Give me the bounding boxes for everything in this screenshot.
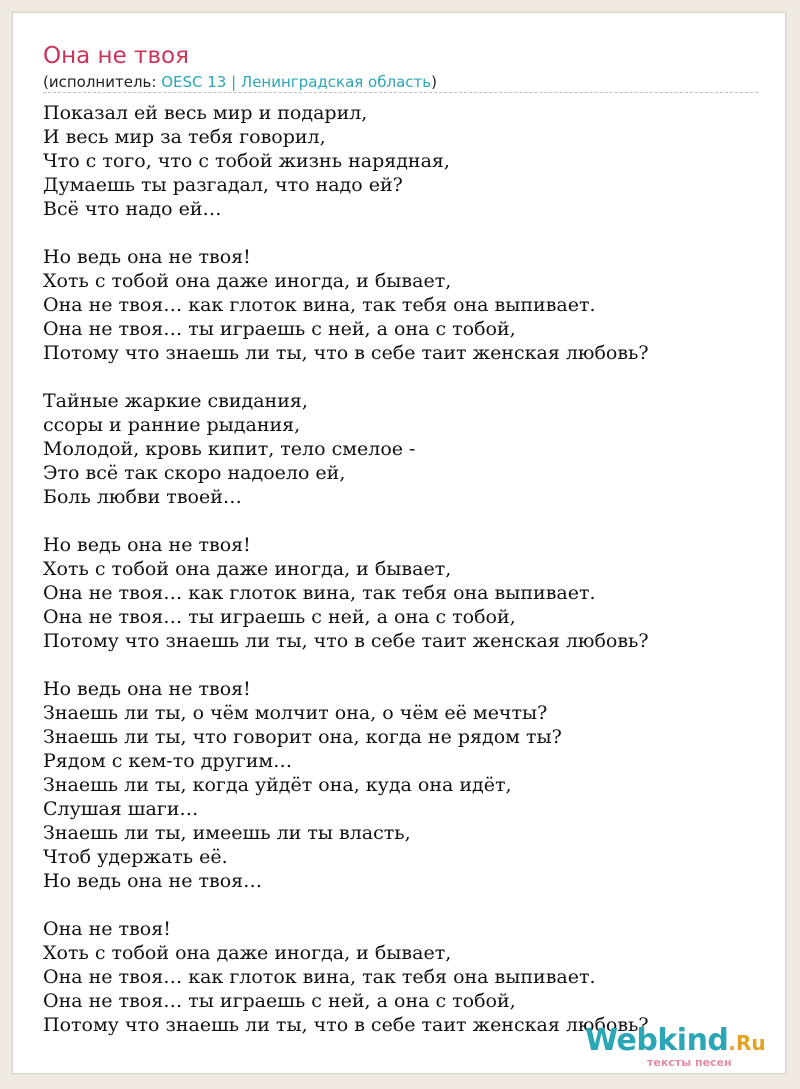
lyrics-line: И весь мир за тебя говорил, <box>43 126 326 148</box>
lyrics-stanza <box>43 245 763 365</box>
lyrics-line: Она не твоя… ты играешь с ней, а она с тобой, <box>43 318 516 340</box>
lyrics-stanza <box>43 389 763 509</box>
artist-prefix: (исполнитель: <box>43 73 162 91</box>
artist-link[interactable]: OESC 13 | Ленинградская область <box>161 73 432 91</box>
artist-suffix: ) <box>431 73 437 91</box>
lyrics-line: Потому что знаешь ли ты, что в себе таит женская любовь? <box>43 630 649 652</box>
lyrics-card <box>12 12 786 1074</box>
lyrics-line: Боль любви твоей… <box>43 486 242 508</box>
lyrics-line: Всё что надо ей… <box>43 198 222 220</box>
lyrics-line: Молодой, кровь кипит, тело смелое - <box>43 438 416 460</box>
lyrics-line: Но ведь она не твоя! <box>43 246 251 268</box>
artist-byline <box>43 72 437 92</box>
lyrics-line: Она не твоя… как глоток вина, так тебя она выпивает. <box>43 294 596 316</box>
lyrics-line: Она не твоя… ты играешь с ней, а она с тобой, <box>43 606 516 628</box>
site-logo[interactable] <box>585 1023 766 1069</box>
lyrics-line: Это всё так скоро надоело ей, <box>43 462 346 484</box>
logo-tagline: тексты песен <box>647 1056 732 1069</box>
lyrics-line: Она не твоя… как глоток вина, так тебя она выпивает. <box>43 582 596 604</box>
lyrics-stanza <box>43 917 763 1037</box>
lyrics-stanza <box>43 533 763 653</box>
lyrics-line: Что с того, что с тобой жизнь нарядная, <box>43 150 450 172</box>
lyrics-line: Хоть с тобой она даже иногда, и бывает, <box>43 558 452 580</box>
dashed-divider <box>43 92 758 93</box>
lyrics-line: ссоры и ранние рыдания, <box>43 414 301 436</box>
lyrics-line: Думаешь ты разгадал, что надо ей? <box>43 174 403 196</box>
logo-tld: .Ru <box>728 1031 766 1055</box>
lyrics-line: Тайные жаркие свидания, <box>43 390 308 412</box>
lyrics-line: Потому что знаешь ли ты, что в себе таит женская любовь? <box>43 342 649 364</box>
lyrics-line: Она не твоя… ты играешь с ней, а она с тобой, <box>43 990 516 1012</box>
lyrics-line: Но ведь она не твоя… <box>43 870 263 892</box>
lyrics-line: Чтоб удержать её. <box>43 846 228 868</box>
lyrics-line: Хоть с тобой она даже иногда, и бывает, <box>43 270 452 292</box>
lyrics-line: Знаешь ли ты, о чём молчит она, о чём её мечты? <box>43 702 548 724</box>
lyrics-line: Но ведь она не твоя! <box>43 678 251 700</box>
lyrics-line: Слушая шаги… <box>43 798 199 820</box>
lyrics-stanza <box>43 677 763 893</box>
lyrics-line: Потому что знаешь ли ты, что в себе таит женская любовь? <box>43 1014 649 1036</box>
lyrics-line: Знаешь ли ты, имеешь ли ты власть, <box>43 822 411 844</box>
lyrics-line: Она не твоя… как глоток вина, так тебя она выпивает. <box>43 966 596 988</box>
lyrics-line: Но ведь она не твоя! <box>43 534 251 556</box>
lyrics-line: Показал ей весь мир и подарил, <box>43 102 368 124</box>
lyrics-line: Она не твоя! <box>43 918 171 940</box>
lyrics-stanza <box>43 101 763 221</box>
logo-wordmark: Webkind <box>585 1023 729 1058</box>
lyrics-line: Хоть с тобой она даже иногда, и бывает, <box>43 942 452 964</box>
song-title: Она не твоя <box>43 43 189 69</box>
lyrics-body <box>43 101 766 1061</box>
lyrics-line: Знаешь ли ты, когда уйдёт она, куда она идёт, <box>43 774 512 796</box>
lyrics-line: Рядом с кем-то другим… <box>43 750 293 772</box>
lyrics-line: Знаешь ли ты, что говорит она, когда не рядом ты? <box>43 726 562 748</box>
